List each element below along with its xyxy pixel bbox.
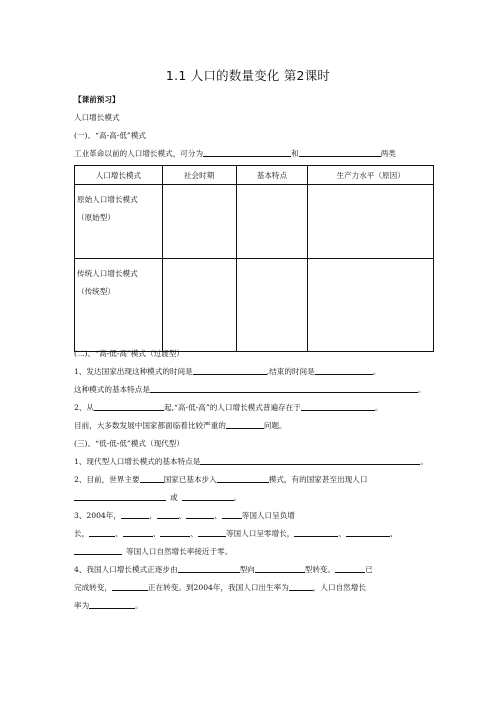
section-label: 【课前预习】 xyxy=(74,95,120,104)
part3-line7 xyxy=(74,564,373,575)
text-segment: 3、2004年， xyxy=(74,511,121,520)
text-segment: 。 xyxy=(372,367,381,376)
text-segment: 起,“高-低-高”的人口增长模式普遍存在于 xyxy=(164,403,301,412)
part3-line9 xyxy=(74,600,143,611)
table-header-model: 人口增长模式 xyxy=(75,166,163,185)
table-cell-input[interactable] xyxy=(236,259,308,352)
table-cell-input[interactable] xyxy=(236,185,308,259)
blank-input[interactable] xyxy=(193,366,267,375)
text-segment: 等国人口呈负增 xyxy=(241,511,295,520)
table-row-label xyxy=(75,259,163,352)
row-model-name: 原始人口增长模式 xyxy=(77,195,138,204)
part2-line3 xyxy=(74,402,382,413)
blank-input[interactable] xyxy=(74,492,166,501)
part3-line8 xyxy=(74,582,366,593)
blank-input[interactable] xyxy=(294,528,338,537)
part1-intro-text-c: 两类 xyxy=(380,149,396,158)
blank-input[interactable] xyxy=(89,600,135,609)
part3-heading: (三)、“低-低-低”模式（现代型） xyxy=(74,439,184,448)
text-segment: ,结束的时间是 xyxy=(266,367,315,376)
table-cell-input[interactable] xyxy=(308,185,434,259)
blank-input[interactable] xyxy=(346,528,390,537)
row-model-sub: （原始型） xyxy=(77,213,115,222)
text-segment: 1、现代型人口增长模式的基本特点是 xyxy=(74,457,201,466)
blank-input[interactable] xyxy=(198,528,226,537)
table-cell-input[interactable] xyxy=(162,259,236,352)
text-segment: 2、从 xyxy=(74,403,95,412)
topic-heading: 人口增长模式 xyxy=(74,113,120,122)
part2-heading: (二)、“高-低-高”模式（过渡型） xyxy=(74,349,184,358)
text-segment: 等国人口自然增长率接近于零。 xyxy=(126,547,233,556)
part3-line1 xyxy=(74,456,428,467)
blank-input[interactable] xyxy=(121,510,149,519)
blank-input[interactable] xyxy=(123,528,153,537)
table-row-label xyxy=(75,185,163,259)
part2-line2 xyxy=(74,384,426,395)
part1-intro-text-b: 和 xyxy=(291,149,299,158)
text-segment: 模式，有的国家甚至出现人口 xyxy=(268,475,368,484)
part1-intro xyxy=(74,148,396,159)
table-cell-input[interactable] xyxy=(162,185,236,259)
blank-input[interactable] xyxy=(157,510,179,519)
blank-input[interactable] xyxy=(315,366,373,375)
text-segment: ，人口自然增长 xyxy=(312,583,366,592)
blank-input[interactable] xyxy=(301,402,375,411)
text-segment: 目前，大多数发展中国家都面临着比较严重的 xyxy=(74,421,226,430)
table-header-productivity: 生产力水平（原因） xyxy=(308,166,434,185)
row-model-sub: （传统型） xyxy=(77,287,115,296)
text-segment: 。 xyxy=(135,601,143,610)
text-segment: 完成转变， xyxy=(74,583,112,592)
separator: 、 xyxy=(389,529,398,538)
blank-input[interactable] xyxy=(182,492,234,501)
text-segment: 等国人口呈零增长， xyxy=(225,529,295,538)
blank-input[interactable] xyxy=(150,384,418,393)
blank-input[interactable] xyxy=(89,528,115,537)
text-segment: 。 xyxy=(374,403,383,412)
text-segment: 型向 xyxy=(239,565,255,574)
separator: 、 xyxy=(148,511,157,520)
text-segment: 这种模式的基本特点是 xyxy=(74,385,150,394)
separator: 、 xyxy=(178,511,187,520)
page-title: 1.1 人口的数量变化 第2课时 xyxy=(165,68,331,83)
blank-input[interactable] xyxy=(299,148,381,157)
separator: 、 xyxy=(214,511,222,520)
separator: 、 xyxy=(115,529,123,538)
text-segment: 。 xyxy=(420,457,428,466)
part3-line4 xyxy=(74,510,295,521)
blank-input[interactable] xyxy=(217,474,269,483)
table-header-feature: 基本特点 xyxy=(236,166,308,185)
text-segment: 正在转变。到2004年，我国人口出生率为 xyxy=(147,583,289,592)
separator: 、 xyxy=(338,529,346,538)
text-segment: 长， xyxy=(74,529,90,538)
separator: 、 xyxy=(152,529,161,538)
blank-input[interactable] xyxy=(178,564,240,573)
table-header-period: 社会时期 xyxy=(162,166,236,185)
blank-input[interactable] xyxy=(140,474,164,483)
blank-input[interactable] xyxy=(200,456,420,465)
blank-input[interactable] xyxy=(289,582,313,591)
blank-input[interactable] xyxy=(226,420,264,429)
blank-input[interactable] xyxy=(255,564,305,573)
part3-line3 xyxy=(74,492,241,503)
population-model-table xyxy=(74,165,434,352)
text-segment: 1、发达国家出现这种模式的时间是 xyxy=(74,367,193,376)
blank-input[interactable] xyxy=(160,528,190,537)
text-segment: 问题。 xyxy=(263,421,287,430)
table-cell-input[interactable] xyxy=(308,259,434,352)
part1-intro-text-a: 工业革命以前的人口增长模式，可分为 xyxy=(74,149,204,158)
blank-input[interactable] xyxy=(74,546,122,555)
text-segment: 2、目前，世界主要 xyxy=(74,475,140,484)
part3-line5 xyxy=(74,528,398,539)
text-segment: 率为 xyxy=(74,601,90,610)
part2-line4 xyxy=(74,420,287,431)
row-model-name: 传统人口增长模式 xyxy=(77,269,138,278)
text-segment: 国家已基本步入 xyxy=(163,475,217,484)
blank-input[interactable] xyxy=(203,148,291,157)
part2-line1 xyxy=(74,366,380,377)
part3-line2 xyxy=(74,474,367,485)
blank-input[interactable] xyxy=(112,582,148,591)
text-segment: 。 xyxy=(417,385,426,394)
blank-input[interactable] xyxy=(222,510,242,519)
blank-input[interactable] xyxy=(94,402,164,411)
blank-input[interactable] xyxy=(186,510,214,519)
text-segment: 型转变。 xyxy=(304,565,336,574)
text-segment: 已 xyxy=(365,565,373,574)
blank-input[interactable] xyxy=(335,564,365,573)
part1-heading: (一)、“高-高-低”模式 xyxy=(74,131,146,140)
text-segment: 或 xyxy=(170,493,178,502)
separator: 、 xyxy=(190,529,198,538)
part3-line6 xyxy=(74,546,232,557)
text-segment: 。 xyxy=(233,493,242,502)
text-segment: 4、我国人口增长模式正逐步由 xyxy=(74,565,178,574)
